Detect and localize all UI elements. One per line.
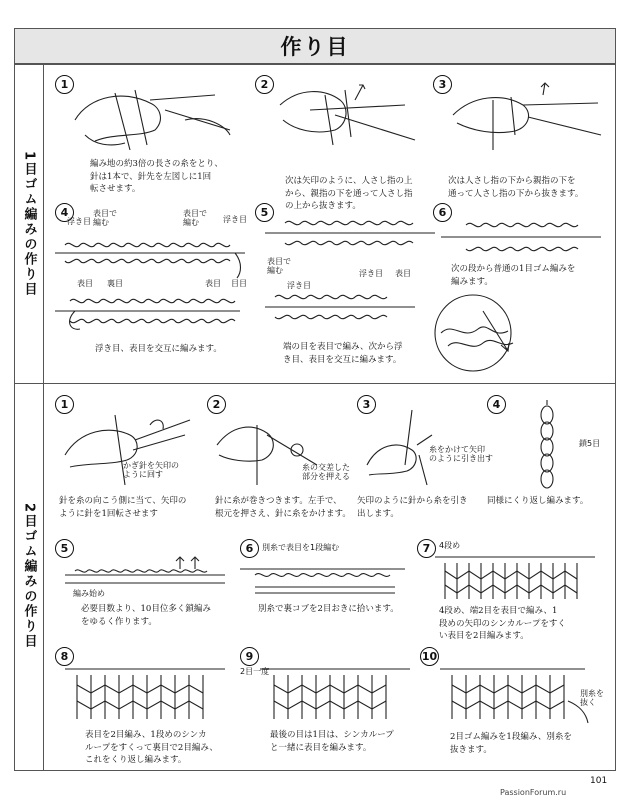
- needle-stitches-icon: [55, 291, 255, 331]
- label-float: 浮き目: [287, 281, 311, 290]
- s1-step-4: [55, 203, 255, 373]
- s2-step-8: [55, 647, 240, 767]
- page-title-bar: [14, 28, 616, 64]
- step-caption: 端の目を表目で編み、次から浮 き目、表目を交互に編みます。: [283, 342, 403, 365]
- section-divider: [15, 383, 615, 384]
- step-number: 9: [240, 647, 259, 666]
- needle-stitches-icon: [265, 215, 440, 251]
- step-caption: 表目を2目編み、1段めのシンカ ループをすくって裏目で2目編み、 これをくり返し編みます。: [85, 730, 218, 765]
- step-number: 5: [255, 203, 274, 222]
- section-label-1: 1目ゴム編みの作り目: [15, 65, 44, 383]
- hand-illustration-icon: [433, 75, 603, 155]
- step-caption: 次は矢印のように、人さし指の上 から、親指の下を通って人さし指 の上から抜きます。: [285, 176, 413, 211]
- s1-step-5: [255, 203, 440, 373]
- label-k2tog: 2目一度: [240, 667, 270, 676]
- step-number: 2: [255, 75, 274, 94]
- step-caption: 次は人さし指の下から親指の下を 通って人さし指の下から抜きます。: [448, 176, 584, 199]
- needle-stitches-icon: [240, 557, 410, 597]
- hand-illustration-icon: [55, 75, 240, 155]
- step-number: 4: [487, 395, 506, 414]
- step-caption: 針を糸の向こう側に当て、矢印の ように針を1回転させます: [59, 496, 187, 519]
- step-caption: 2目ゴム編みを1段編み、別糸を 抜きます。: [450, 732, 572, 755]
- label-knit: 表目で 編む: [93, 209, 117, 227]
- needle-stitches-icon: [55, 233, 255, 273]
- label-knit: 表目で 編む: [267, 257, 291, 275]
- knitted-fabric-icon: [435, 551, 595, 606]
- chain-stitch-icon: [517, 395, 577, 490]
- step-number: 3: [357, 395, 376, 414]
- s2-step-3: [357, 395, 497, 530]
- label-start: 編み始め: [73, 589, 105, 598]
- step-caption: 最後の目は1目は、シンカループ と一緒に表目を編みます。: [270, 730, 394, 753]
- label-knit-stitch: 表目: [205, 279, 221, 288]
- section-label-2: 2目ゴム編みの作り目: [15, 383, 44, 770]
- s2-step-9: [240, 647, 420, 767]
- label-pull-yarn: 糸をかけて矢印 のように引き出す: [429, 445, 493, 463]
- label-waste-yarn: 別糸で表目を1段編む: [262, 543, 340, 552]
- s2-step-5: [55, 539, 240, 639]
- knitted-fabric-icon: [440, 661, 590, 726]
- s2-step-2: [207, 395, 357, 530]
- label-knit: 表目で 編む: [183, 209, 207, 227]
- step-caption: 浮き目、表目を交互に編みます。: [95, 344, 222, 354]
- needle-stitches-icon: [441, 217, 606, 257]
- s1-step-2: [255, 75, 425, 211]
- label-knit-stitch: 表目: [395, 269, 411, 278]
- watermark: PassionForum.ru: [500, 788, 567, 797]
- page-title: 作り目: [280, 35, 350, 59]
- step-number: 10: [420, 647, 439, 666]
- step-caption: 矢印のように針から糸を引き 出します。: [357, 496, 468, 519]
- s2-step-4: [487, 395, 612, 530]
- step-caption: 針に糸が巻きつきます。左手で、 根元を押さえ、針に糸をかけます。: [215, 496, 351, 519]
- step-caption: 4段め、端2目を表目で編み、1 段めの矢印のシンカループをすく い表目を2目編みます。: [439, 606, 566, 641]
- step-caption: 別糸で裏コブを2目おきに拾います。: [258, 604, 399, 614]
- step-number: 4: [55, 203, 74, 222]
- step-number: 3: [433, 75, 452, 94]
- s1-step-1: [55, 75, 240, 200]
- step-number: 1: [55, 395, 74, 414]
- s1-step-6: [433, 203, 611, 373]
- step-number: 2: [207, 395, 226, 414]
- step-caption: 次の段から普通の1目ゴム編みを 編みます。: [451, 264, 576, 287]
- label-float: 浮き目: [359, 269, 383, 278]
- label-rotate-hook: かぎ針を矢印の ように回す: [123, 461, 179, 479]
- label-chain: 鎖5目: [579, 439, 601, 448]
- step-number: 8: [55, 647, 74, 666]
- label-float: 浮き目: [223, 215, 247, 224]
- label-purl-stitch: 裏目: [107, 279, 123, 288]
- s2-step-7: [417, 539, 612, 644]
- s2-step-10: [420, 647, 612, 767]
- label-float: 浮き目: [67, 217, 91, 226]
- step-caption: 同様にくり返し編みます。: [487, 496, 589, 506]
- content-frame: [14, 64, 616, 771]
- magnified-detail-icon: [433, 291, 523, 381]
- label-remove-waste-yarn: 別糸を 抜く: [580, 689, 604, 707]
- step-number: 5: [55, 539, 74, 558]
- s1-step-3: [433, 75, 603, 200]
- step-number: 1: [55, 75, 74, 94]
- page-number: 101: [590, 776, 608, 786]
- knitted-fabric-icon: [65, 661, 230, 726]
- step-caption: 編み地の約3倍の長さの糸をとり、 針は1本で、針先を左図しに1回 転させます。: [90, 159, 223, 194]
- step-caption: 必要目数より、10目位多く鎖編み をゆるく作ります。: [81, 604, 211, 627]
- s2-step-1: [55, 395, 200, 530]
- label-press-crossing: 糸の交差した 部分を押える: [302, 463, 350, 481]
- knitted-fabric-icon: [260, 661, 415, 726]
- step-number: 6: [433, 203, 452, 222]
- label-knit-stitch: 表目: [77, 279, 93, 288]
- label-stitch: 目目: [231, 279, 247, 288]
- label-row-4: 4段め: [439, 541, 461, 550]
- needle-stitches-icon: [265, 289, 425, 325]
- step-number: 7: [417, 539, 436, 558]
- s2-step-6: [240, 539, 415, 639]
- hand-illustration-icon: [255, 75, 425, 155]
- step-number: 6: [240, 539, 259, 558]
